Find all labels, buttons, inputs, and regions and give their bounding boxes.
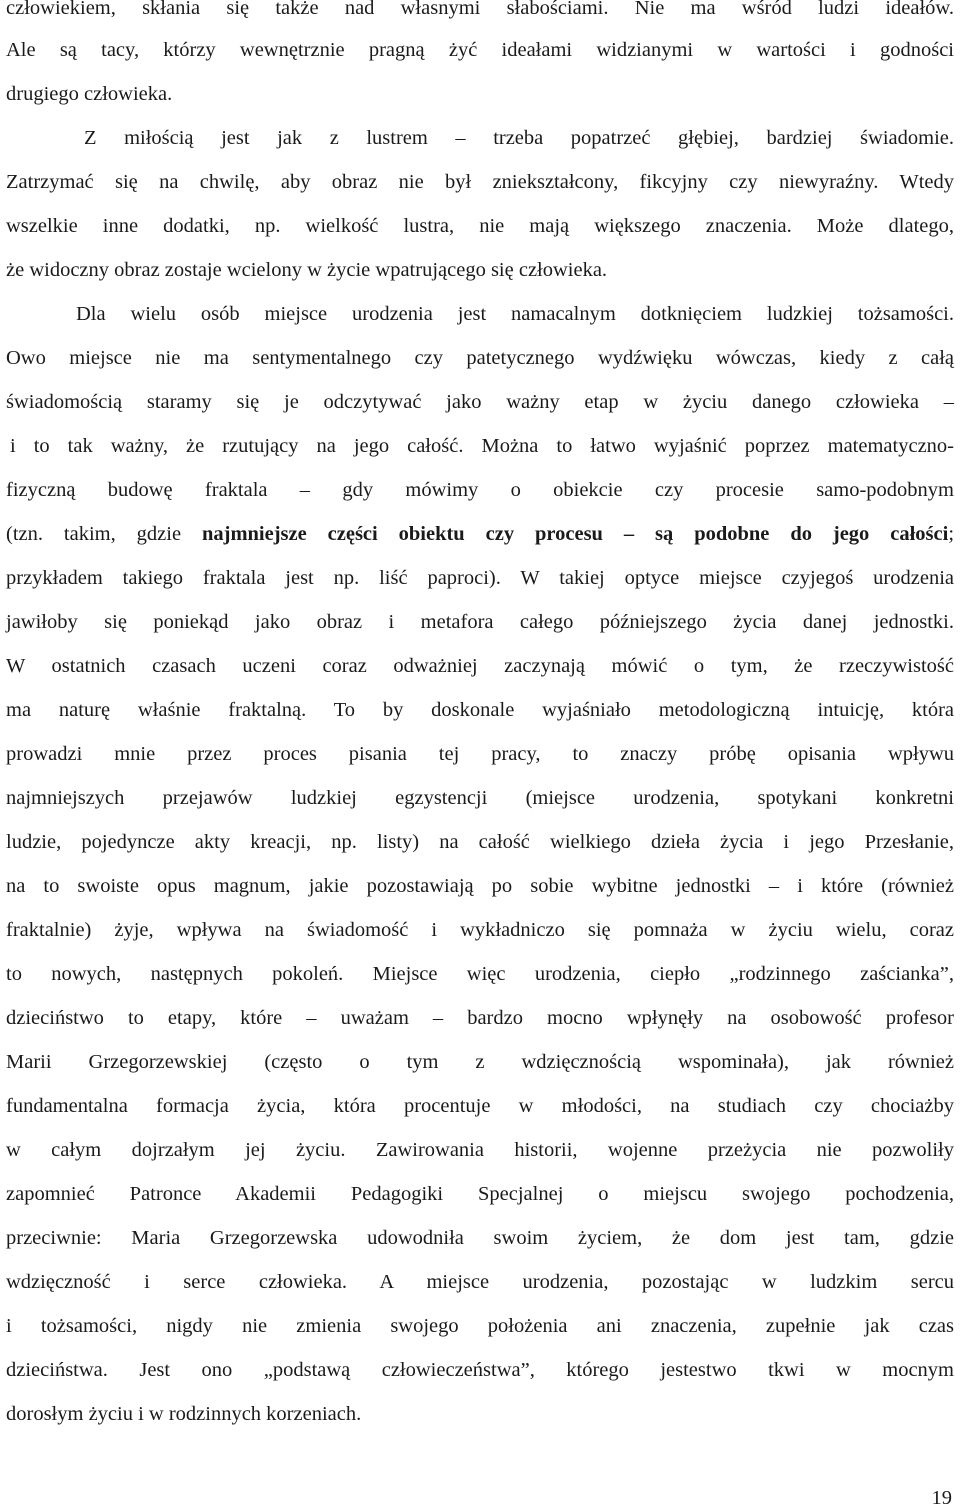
text-line: i to tak ważny, że rzutujący na jego całość. Można to łatwo wyjaśnić poprzez matematyczno- <box>10 435 954 457</box>
text-line: najmniejszych przejawów ludzkiej egzystencji (miejsce urodzenia, spotykani konkretni <box>6 787 954 809</box>
text-line: fizyczną budowę fraktala – gdy mówimy o obiekcie czy procesie samo-podobnym <box>6 479 954 501</box>
text-line: wszelkie inne dodatki, np. wielkość lustra, nie mają większego znaczenia. Może dlatego, <box>6 215 954 237</box>
text-line: świadomością staramy się je odczytywać jako ważny etap w życiu danego człowieka – <box>6 391 954 413</box>
text-segment: ; <box>948 523 955 545</box>
page-number: 19 <box>931 1487 952 1509</box>
text-line: w całym dojrzałym jej życiu. Zawirowania historii, wojenne przeżycia nie pozwoliły <box>6 1139 954 1161</box>
text-line: i tożsamości, nigdy nie zmienia swojego położenia ani znaczenia, zupełnie jak czas <box>6 1315 954 1337</box>
text-line: że widoczny obraz zostaje wcielony w życie wpatrującego się człowieka. <box>6 259 608 281</box>
text-line: drugiego człowieka. <box>6 83 173 105</box>
text-line: wdzięczność i serce człowieka. A miejsce urodzenia, pozostając w ludzkim sercu <box>6 1271 954 1293</box>
text-line: dzieciństwa. Jest ono „podstawą człowieczeństwa”, którego jestestwo tkwi w mocnym <box>6 1359 954 1381</box>
text-line: przykładem takiego fraktala jest np. liść paproci). W takiej optyce miejsce czyjegoś urodzenia <box>6 567 954 589</box>
text-line: Dla wielu osób miejsce urodzenia jest namacalnym dotknięciem ludzkiej tożsamości. <box>76 303 954 325</box>
text-line: to nowych, następnych pokoleń. Miejsce więc urodzenia, ciepło „rodzinnego zaścianka”, <box>6 963 954 985</box>
text-line: dorosłym życiu i w rodzinnych korzeniach. <box>6 1403 362 1425</box>
text-line: W ostatnich czasach uczeni coraz odważniej zaczynają mówić o tym, że rzeczywistość <box>6 655 954 677</box>
text-line: na to swoiste opus magnum, jakie pozostawiają po sobie wybitne jednostki – i które (również <box>6 875 954 897</box>
text-line: człowiekiem, skłania się także nad własnymi słabościami. Nie ma wśród ludzi ideałów. <box>6 0 954 19</box>
text-line: Zatrzymać się na chwilę, aby obraz nie był zniekształcony, fikcyjny czy niewyraźny. Wtedy <box>6 171 954 193</box>
text-line: prowadzi mnie przez proces pisania tej pracy, to znaczy próbę opisania wpływu <box>6 743 954 765</box>
text-line: Owo miejsce nie ma sentymentalnego czy patetycznego wydźwięku wówczas, kiedy z całą <box>6 347 954 369</box>
text-line: fundamentalna formacja życia, która procentuje w młodości, na studiach czy chociażby <box>6 1095 954 1117</box>
text-line: ludzie, pojedyncze akty kreacji, np. listy) na całość wielkiego dzieła życia i jego Przesłanie, <box>6 831 954 853</box>
text-line: przeciwnie: Maria Grzegorzewska udowodniła swoim życiem, że dom jest tam, gdzie <box>6 1227 954 1249</box>
text-line: zapomnieć Patronce Akademii Pedagogiki Specjalnej o miejscu swojego pochodzenia, <box>6 1183 954 1205</box>
text-line: jawiłoby się poniekąd jako obraz i metafora całego późniejszego życia danej jednostki. <box>6 611 954 633</box>
text-segment: (tzn. takim, gdzie <box>6 523 202 545</box>
bold-phrase: najmniejsze części obiektu czy procesu – są podobne do jego całości <box>201 523 949 545</box>
text-line: dzieciństwo to etapy, które – uważam – bardzo mocno wpłynęły na osobowość profesor <box>6 1007 954 1029</box>
text-line: Ale są tacy, którzy wewnętrznie pragną żyć ideałami widzianymi w wartości i godności <box>6 39 954 61</box>
text-line: fraktalnie) żyje, wpływa na świadomość i wykładniczo się pomnaża w życiu wielu, coraz <box>6 919 954 941</box>
text-line: Z miłością jest jak z lustrem – trzeba popatrzeć głębiej, bardziej świadomie. <box>84 127 954 149</box>
text-line: ma naturę właśnie fraktalną. To by doskonale wyjaśniało metodologiczną intuicję, która <box>6 699 954 721</box>
text-line-emphasis <box>6 522 954 546</box>
text-line: Marii Grzegorzewskiej (często o tym z wdzięcznością wspominała), jak również <box>6 1051 954 1073</box>
